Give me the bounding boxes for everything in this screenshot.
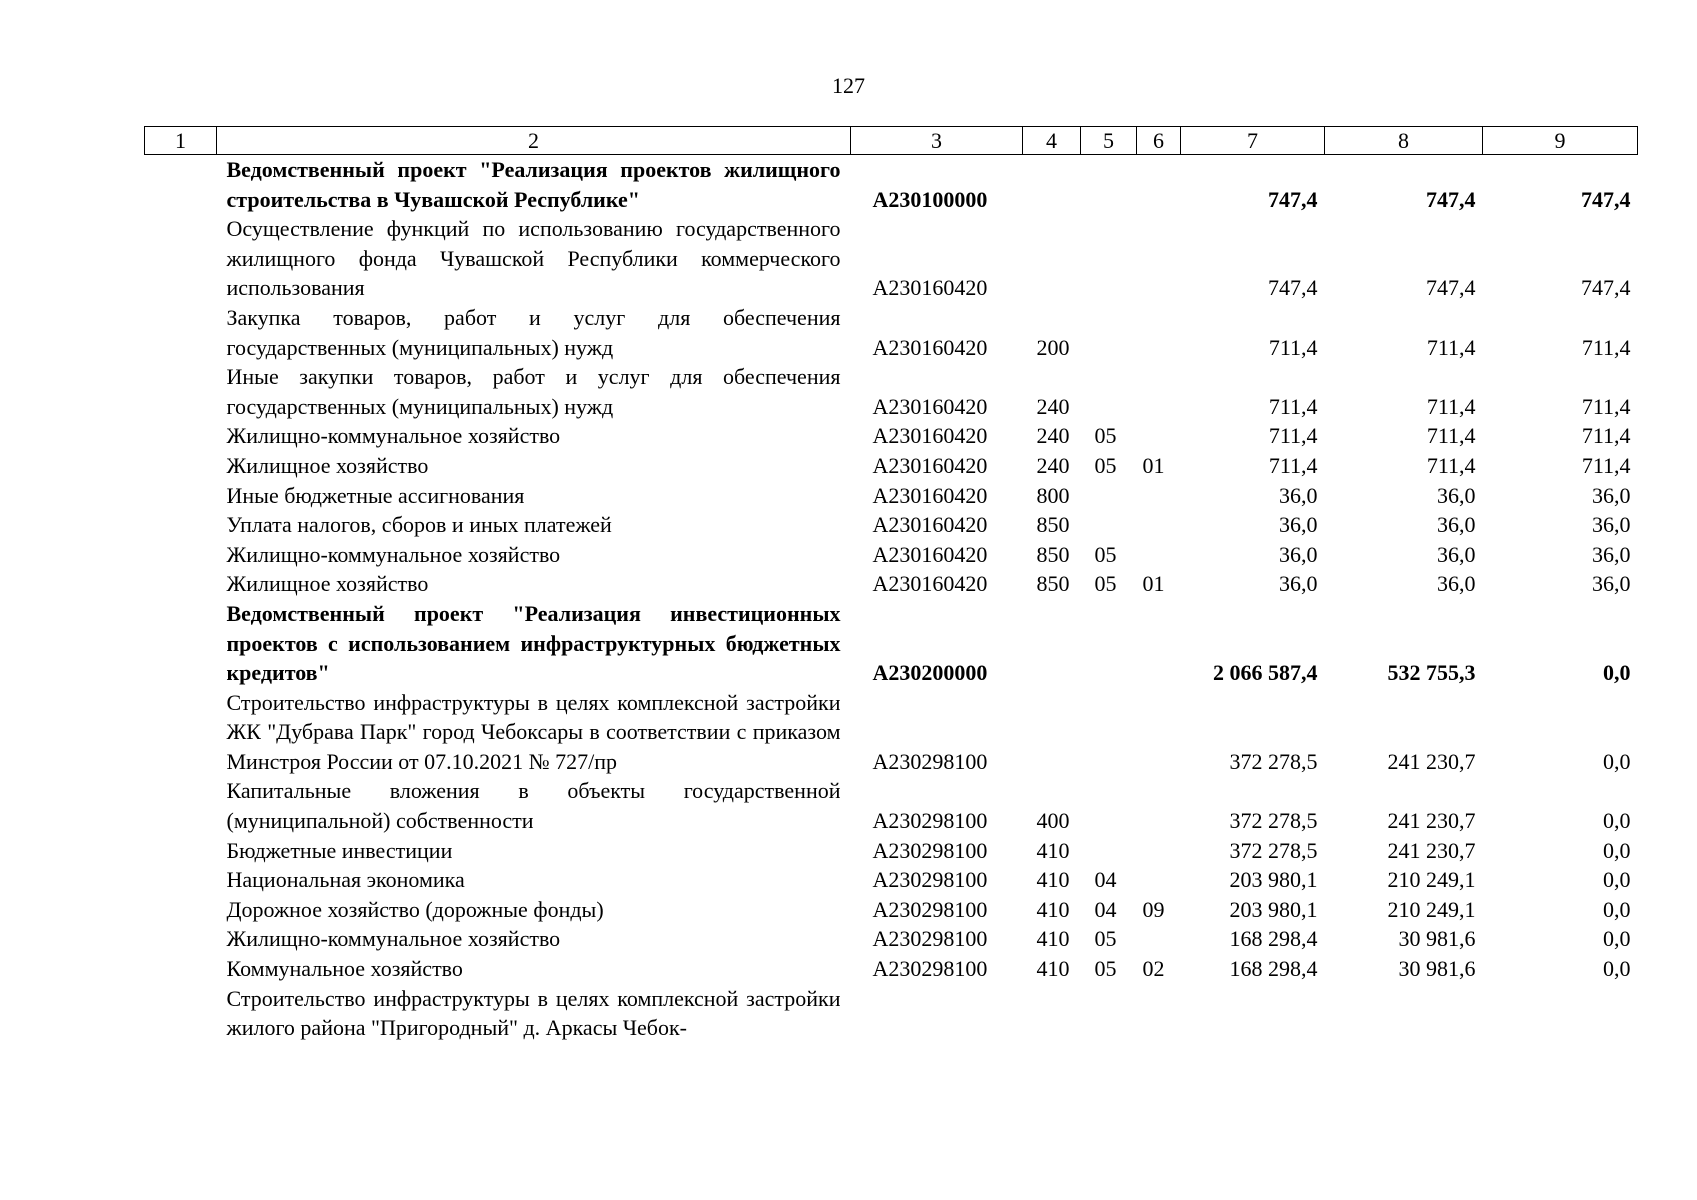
table-row [145, 155, 1638, 215]
row-value-year2-cell: 30 981,6 [1398, 926, 1476, 952]
row-value-year1-cell: 711,4 [1268, 334, 1318, 360]
row-name-cell: Капитальные вложения в объекты государственной (муниципальной) собственности [226, 778, 841, 834]
table-row [145, 303, 1638, 362]
row-subsection-cell [1137, 481, 1181, 511]
row-value-year2-cell: 36,0 [1437, 482, 1476, 508]
row-name-cell: Строительство инфраструктуры в целях комплексной застройки жилого района "Пригородный" д. Аркасы Чебок- [226, 985, 841, 1041]
row-value-year1-cell: 203 980,1 [1229, 867, 1318, 893]
row-value-year3-cell [1483, 984, 1638, 1043]
row-value-year3-cell: 747,4 [1581, 186, 1631, 212]
row-value-year3-cell: 0,0 [1603, 837, 1631, 863]
row-code-cell: А230160420 [872, 393, 988, 419]
row-value-year3-cell: 0,0 [1603, 660, 1631, 686]
row-index-cell [145, 540, 217, 570]
header-col-9: 9 [1483, 127, 1638, 155]
header-col-3: 3 [851, 127, 1023, 155]
row-value-year3-cell: 0,0 [1603, 808, 1631, 834]
row-code-cell: А230160420 [872, 334, 988, 360]
row-value-year1-cell: 2 066 587,4 [1213, 660, 1318, 686]
row-code-cell: А230160420 [872, 512, 988, 538]
row-expense-type-cell: 410 [1036, 956, 1070, 982]
row-subsection-cell: 02 [1142, 956, 1165, 982]
row-index-cell [145, 214, 217, 303]
table-row [145, 451, 1638, 481]
row-subsection-cell [1137, 865, 1181, 895]
row-expense-type-cell: 240 [1036, 423, 1070, 449]
table-row [145, 836, 1638, 866]
row-subsection-cell [1137, 836, 1181, 866]
row-value-year2-cell: 711,4 [1426, 452, 1476, 478]
table-row [145, 895, 1638, 925]
row-code-cell: А230298100 [872, 896, 988, 922]
row-name-cell: Осуществление функций по использованию государственного жилищного фонда Чувашской Республики коммерческого использования [226, 216, 841, 301]
row-value-year1-cell: 168 298,4 [1229, 956, 1318, 982]
row-value-year2-cell: 36,0 [1437, 541, 1476, 567]
row-name-cell: Закупка товаров, работ и услуг для обеспечения государственных (муниципальных) нужд [226, 304, 841, 360]
row-value-year2-cell: 241 230,7 [1387, 808, 1476, 834]
row-index-cell [145, 510, 217, 540]
header-col-4: 4 [1023, 127, 1081, 155]
row-code-cell: А230298100 [872, 867, 988, 893]
row-index-cell [145, 984, 217, 1043]
row-code-cell: А230160420 [872, 275, 988, 301]
row-section-cell [1081, 214, 1137, 303]
row-value-year2-cell: 36,0 [1437, 512, 1476, 538]
row-expense-type-cell: 240 [1036, 452, 1070, 478]
row-expense-type-cell: 410 [1036, 896, 1070, 922]
row-value-year1-cell: 168 298,4 [1229, 926, 1318, 952]
row-index-cell [145, 362, 217, 421]
row-value-year1-cell: 711,4 [1268, 452, 1318, 478]
row-value-year2-cell: 241 230,7 [1387, 748, 1476, 774]
row-name-cell: Коммунальное хозяйство [226, 956, 463, 982]
row-value-year2-cell: 36,0 [1437, 571, 1476, 597]
row-subsection-cell [1137, 362, 1181, 421]
table-body [145, 155, 1638, 1043]
row-index-cell [145, 895, 217, 925]
table-row [145, 540, 1638, 570]
row-code-cell: А230100000 [872, 186, 988, 212]
row-value-year1-cell: 36,0 [1279, 512, 1318, 538]
row-value-year2-cell: 532 755,3 [1387, 660, 1476, 686]
row-value-year1-cell: 36,0 [1279, 541, 1318, 567]
row-value-year2-cell [1325, 984, 1483, 1043]
row-name-cell: Бюджетные инвестиции [226, 837, 453, 863]
row-code-cell [851, 984, 1023, 1043]
row-subsection-cell [1137, 540, 1181, 570]
row-subsection-cell [1137, 421, 1181, 451]
row-code-cell: А230298100 [872, 837, 988, 863]
row-name-cell: Жилищно-коммунальное хозяйство [226, 926, 561, 952]
row-value-year3-cell: 0,0 [1603, 867, 1631, 893]
row-name-cell: Жилищное хозяйство [226, 571, 429, 597]
table-row [145, 954, 1638, 984]
row-value-year1-cell: 711,4 [1268, 423, 1318, 449]
row-section-cell [1081, 984, 1137, 1043]
row-expense-type-cell: 200 [1036, 334, 1070, 360]
row-value-year2-cell: 210 249,1 [1387, 896, 1476, 922]
row-value-year1-cell: 747,4 [1268, 186, 1318, 212]
row-name-cell: Иные бюджетные ассигнования [226, 482, 525, 508]
row-name-cell: Жилищное хозяйство [226, 452, 429, 478]
row-expense-type-cell: 240 [1036, 393, 1070, 419]
header-col-8: 8 [1325, 127, 1483, 155]
table-row [145, 569, 1638, 599]
row-section-cell [1081, 836, 1137, 866]
budget-table [144, 126, 1638, 1043]
row-subsection-cell [1137, 924, 1181, 954]
row-value-year3-cell: 0,0 [1603, 956, 1631, 982]
row-value-year3-cell: 0,0 [1603, 926, 1631, 952]
row-value-year1-cell: 372 278,5 [1229, 748, 1318, 774]
row-index-cell [145, 569, 217, 599]
row-section-cell [1081, 599, 1137, 688]
row-code-cell: А230160420 [872, 571, 988, 597]
row-value-year3-cell: 36,0 [1592, 541, 1631, 567]
row-value-year3-cell: 747,4 [1581, 275, 1631, 301]
table-row [145, 481, 1638, 511]
row-subsection-cell [1137, 214, 1181, 303]
row-value-year2-cell: 711,4 [1426, 334, 1476, 360]
table-row [145, 599, 1638, 688]
row-section-cell: 04 [1094, 867, 1117, 893]
row-subsection-cell [1137, 776, 1181, 835]
row-value-year3-cell: 36,0 [1592, 512, 1631, 538]
row-value-year1-cell: 747,4 [1268, 275, 1318, 301]
row-index-cell [145, 688, 217, 777]
row-value-year1-cell: 36,0 [1279, 482, 1318, 508]
row-value-year3-cell: 36,0 [1592, 571, 1631, 597]
row-value-year2-cell: 747,4 [1426, 275, 1476, 301]
row-name-cell: Уплата налогов, сборов и иных платежей [226, 512, 612, 538]
row-index-cell [145, 776, 217, 835]
table-row [145, 688, 1638, 777]
row-value-year1-cell: 372 278,5 [1229, 808, 1318, 834]
row-value-year3-cell: 711,4 [1581, 452, 1631, 478]
row-section-cell [1081, 481, 1137, 511]
row-subsection-cell: 09 [1142, 896, 1165, 922]
row-section-cell: 05 [1094, 926, 1117, 952]
row-index-cell [145, 924, 217, 954]
row-subsection-cell [1137, 599, 1181, 688]
row-index-cell [145, 954, 217, 984]
row-index-cell [145, 451, 217, 481]
row-index-cell [145, 865, 217, 895]
row-value-year1-cell: 372 278,5 [1229, 837, 1318, 863]
row-section-cell: 05 [1094, 956, 1117, 982]
row-section-cell: 04 [1094, 896, 1117, 922]
row-subsection-cell [1137, 155, 1181, 215]
row-index-cell [145, 836, 217, 866]
row-value-year3-cell: 711,4 [1581, 393, 1631, 419]
row-expense-type-cell: 410 [1036, 926, 1070, 952]
row-expense-type-cell: 410 [1036, 837, 1070, 863]
table-row [145, 421, 1638, 451]
row-index-cell [145, 303, 217, 362]
table-row [145, 214, 1638, 303]
row-name-cell: Дорожное хозяйство (дорожные фонды) [226, 896, 604, 922]
row-value-year3-cell: 0,0 [1603, 748, 1631, 774]
row-value-year1-cell: 203 980,1 [1229, 896, 1318, 922]
row-value-year3-cell: 711,4 [1581, 423, 1631, 449]
row-value-year3-cell: 0,0 [1603, 896, 1631, 922]
row-expense-type-cell: 410 [1036, 867, 1070, 893]
row-code-cell: А230298100 [872, 956, 988, 982]
row-value-year2-cell: 241 230,7 [1387, 837, 1476, 863]
row-value-year3-cell: 711,4 [1581, 334, 1631, 360]
row-value-year1-cell: 711,4 [1268, 393, 1318, 419]
row-expense-type-cell [1023, 155, 1081, 215]
row-index-cell [145, 481, 217, 511]
table-row [145, 362, 1638, 421]
row-code-cell: А230160420 [872, 452, 988, 478]
row-subsection-cell: 01 [1142, 452, 1165, 478]
row-section-cell [1081, 688, 1137, 777]
header-col-5: 5 [1081, 127, 1137, 155]
row-expense-type-cell: 850 [1036, 541, 1070, 567]
row-section-cell [1081, 303, 1137, 362]
row-value-year3-cell: 36,0 [1592, 482, 1631, 508]
table-row [145, 776, 1638, 835]
page-number: 127 [832, 73, 865, 98]
row-code-cell: А230298100 [872, 808, 988, 834]
row-value-year2-cell: 747,4 [1426, 186, 1476, 212]
row-section-cell [1081, 776, 1137, 835]
row-index-cell [145, 599, 217, 688]
row-section-cell [1081, 362, 1137, 421]
table-row [145, 865, 1638, 895]
row-section-cell: 05 [1094, 541, 1117, 567]
row-value-year2-cell: 711,4 [1426, 423, 1476, 449]
row-section-cell: 05 [1094, 571, 1117, 597]
row-expense-type-cell [1023, 984, 1081, 1043]
row-expense-type-cell: 850 [1036, 512, 1070, 538]
header-row [145, 127, 1638, 155]
row-value-year1-cell [1181, 984, 1325, 1043]
table-row [145, 984, 1638, 1043]
row-value-year2-cell: 30 981,6 [1398, 956, 1476, 982]
row-name-cell: Национальная экономика [226, 867, 465, 893]
row-value-year2-cell: 711,4 [1426, 393, 1476, 419]
row-name-cell: Жилищно-коммунальное хозяйство [226, 541, 561, 567]
row-expense-type-cell [1023, 599, 1081, 688]
row-index-cell [145, 155, 217, 215]
row-subsection-cell [1137, 510, 1181, 540]
table-row [145, 924, 1638, 954]
table-header [145, 127, 1638, 155]
header-col-7: 7 [1181, 127, 1325, 155]
row-name-cell: Ведомственный проект "Реализация проектов жилищного строительства в Чувашской Республике" [226, 157, 841, 212]
row-subsection-cell [1137, 303, 1181, 362]
row-expense-type-cell [1023, 688, 1081, 777]
row-expense-type-cell: 850 [1036, 571, 1070, 597]
row-subsection-cell [1137, 984, 1181, 1043]
row-expense-type-cell: 400 [1036, 808, 1070, 834]
row-expense-type-cell: 800 [1036, 482, 1070, 508]
row-section-cell: 05 [1094, 452, 1117, 478]
row-code-cell: А230160420 [872, 423, 988, 449]
header-col-6: 6 [1137, 127, 1181, 155]
row-subsection-cell [1137, 688, 1181, 777]
row-name-cell: Строительство инфраструктуры в целях комплексной застройки ЖК "Дубрава Парк" город Чебоксары в соответствии с приказом Минстроя России от 07.10.2021 № 727/пр [226, 689, 841, 774]
row-section-cell: 05 [1094, 423, 1117, 449]
row-code-cell: А230160420 [872, 482, 988, 508]
row-name-cell: Ведомственный проект "Реализация инвестиционных проектов с использованием инфраструктурных бюджетных кредитов" [226, 600, 841, 686]
row-name-cell: Иные закупки товаров, работ и услуг для обеспечения государственных (муниципальных) нужд [226, 364, 841, 419]
row-code-cell: А230298100 [872, 748, 988, 774]
row-index-cell [145, 421, 217, 451]
table-row [145, 510, 1638, 540]
row-expense-type-cell [1023, 214, 1081, 303]
row-code-cell: А230298100 [872, 926, 988, 952]
row-section-cell [1081, 155, 1137, 215]
row-subsection-cell: 01 [1142, 571, 1165, 597]
row-code-cell: А230200000 [872, 660, 988, 686]
row-name-cell: Жилищно-коммунальное хозяйство [226, 423, 561, 449]
row-value-year1-cell: 36,0 [1279, 571, 1318, 597]
header-col-2: 2 [217, 127, 851, 155]
row-section-cell [1081, 510, 1137, 540]
header-col-1: 1 [145, 127, 217, 155]
row-value-year2-cell: 210 249,1 [1387, 867, 1476, 893]
row-code-cell: А230160420 [872, 541, 988, 567]
